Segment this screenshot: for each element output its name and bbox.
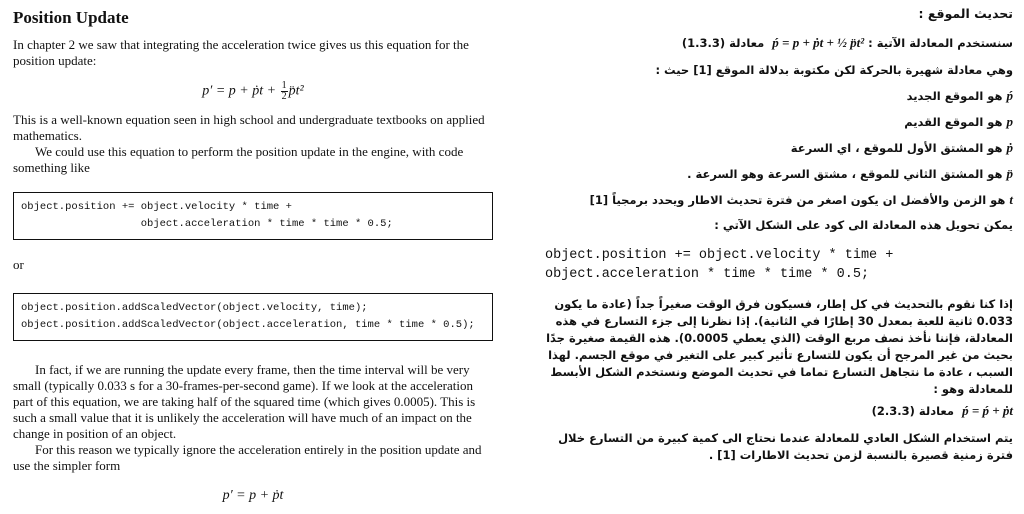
definition-symbol: ṕ (1006, 88, 1013, 103)
equation-line-ar (545, 34, 1013, 52)
definition-text: هو المشتق الثاني للموقع ، مشتق السرعة وهو السرعة . (687, 167, 1003, 181)
english-column (13, 8, 493, 514)
code-line: object.position += object.velocity * time + (545, 248, 894, 263)
code-intro-ar: يمكن تحويل هذه المعادلة الى كود على الشكل الآتي : (714, 218, 1013, 232)
code-line: object.position.addScaledVector(object.acceleration, time * time * 0.5); (21, 319, 475, 331)
equation-simple-label-ar: معادلة (2.3.3) (871, 404, 955, 418)
definition-item (545, 191, 1013, 217)
definition-text: هو الموقع الجديد (906, 89, 1003, 103)
definition-symbol: t (1009, 192, 1013, 207)
paragraph-code-intro: We could use this equation to perform the position update in the engine, with code something like (13, 144, 464, 175)
code-block-ar (545, 246, 1013, 284)
fraction-denominator: 2 (281, 91, 287, 102)
or-label: or (13, 257, 24, 272)
definition-text: هو الزمن والأفضل ان يكون اصغر من فترة تحديث الاطار ويحدد برمجياً [1] (589, 193, 1006, 207)
definition-item (545, 165, 1013, 191)
equation-simple-line-ar (545, 402, 1013, 420)
paragraph-final-ar: يتم استخدام الشكل العادي للمعادلة عندما نحتاج الى كمية كبيرة من التسارع خلال فترة زمنية قصيرة بالنسبة لزمن تحديث الاطارات [1] . (558, 431, 1013, 462)
code-line: object.acceleration * time * time * 0.5; (545, 267, 870, 282)
code-line: object.acceleration * time * time * 0.5; (21, 218, 393, 230)
paragraph-simpler-form: For this reason we typically ignore the acceleration entirely in the position update and use the simpler form (13, 442, 482, 473)
code-line: object.position += object.velocity * time + (21, 201, 292, 213)
definition-item (545, 87, 1013, 113)
code-block-2 (13, 293, 493, 341)
fraction-half (281, 81, 288, 102)
definition-text: هو المشتق الأول للموقع ، اي السرعة (790, 141, 1003, 155)
equation-full-ar: ṕ = p + ṗt + ½ p̈t² (772, 35, 865, 50)
definition-symbol: ṗ (1006, 140, 1013, 155)
definition-item (545, 139, 1013, 165)
fraction-numerator: 1 (281, 80, 287, 91)
definition-symbol: p (1006, 114, 1013, 129)
paragraph-time-interval-ar: إذا كنا نقوم بالتحديث في كل إطار، فسيكون فرق الوقت صغيراً جداً (عادة ما يكون 0.033 ثانية للعبة بمعدل 30 إطارًا في الثانية). إذا نظرنا إلى جزء التسارع في هذه المعادلة، فإننا نأخذ نصف مربع الوقت (الذي يعطي 0.0005). هذه القيمة صغيرة جدًا بحيث من غير المرجح أن يكون للتسارع تأثير كبير على التغير في موقع الجسم. لهذا السبب ، عادة ما نتجاهل التسارع تماما في تحديث الموضع ونستخدم الشكل الأبسط للمعادلة وهو : (546, 297, 1013, 396)
equation-rhs: p̈t² (288, 83, 304, 99)
definition-text: هو الموقع القديم (904, 115, 1003, 129)
code-block-1 (13, 192, 493, 240)
section-title-ar: تحديث الموقع : (918, 6, 1013, 21)
arabic-column (545, 6, 1013, 464)
equation-lhs: p′ = p + ṗt + (202, 83, 280, 99)
position-equation-simple: p′ = p + ṗt (222, 488, 284, 503)
definition-item (545, 113, 1013, 139)
equation-description-ar: وهي معادلة شهيرة بالحركة لكن مكتوبة بدلالة الموقع [1] حيث : (655, 63, 1013, 77)
equation-intro-ar: سنستخدم المعادلة الآتية : (868, 36, 1013, 50)
position-equation-full (13, 81, 493, 102)
paragraph-intro: In chapter 2 we saw that integrating the acceleration twice gives us this equation for the position update: (13, 37, 469, 68)
definitions-list (545, 87, 1013, 217)
equation-label-ar: معادلة (1.3.3) (681, 36, 765, 50)
definition-symbol: p̈ (1006, 166, 1013, 181)
paragraph-well-known: This is a well-known equation seen in high school and undergraduate textbooks on applied mathematics. (13, 112, 485, 143)
paragraph-time-interval: In fact, if we are running the update every frame, then the time interval will be very small (typically 0.033 s for a 30-frames-per-second game). If we look at the acceleration part of this equation, we are taking half of the squared time (which gives 0.0005). This is such a small value that it is unlikely the acceleration will have much of an impact on the change in position of an object. (13, 362, 476, 441)
equation-simple-ar: ṕ = ṕ + ṗt (962, 403, 1013, 418)
code-line: object.position.addScaledVector(object.velocity, time); (21, 302, 368, 314)
section-title-en: Position Update (13, 8, 129, 27)
